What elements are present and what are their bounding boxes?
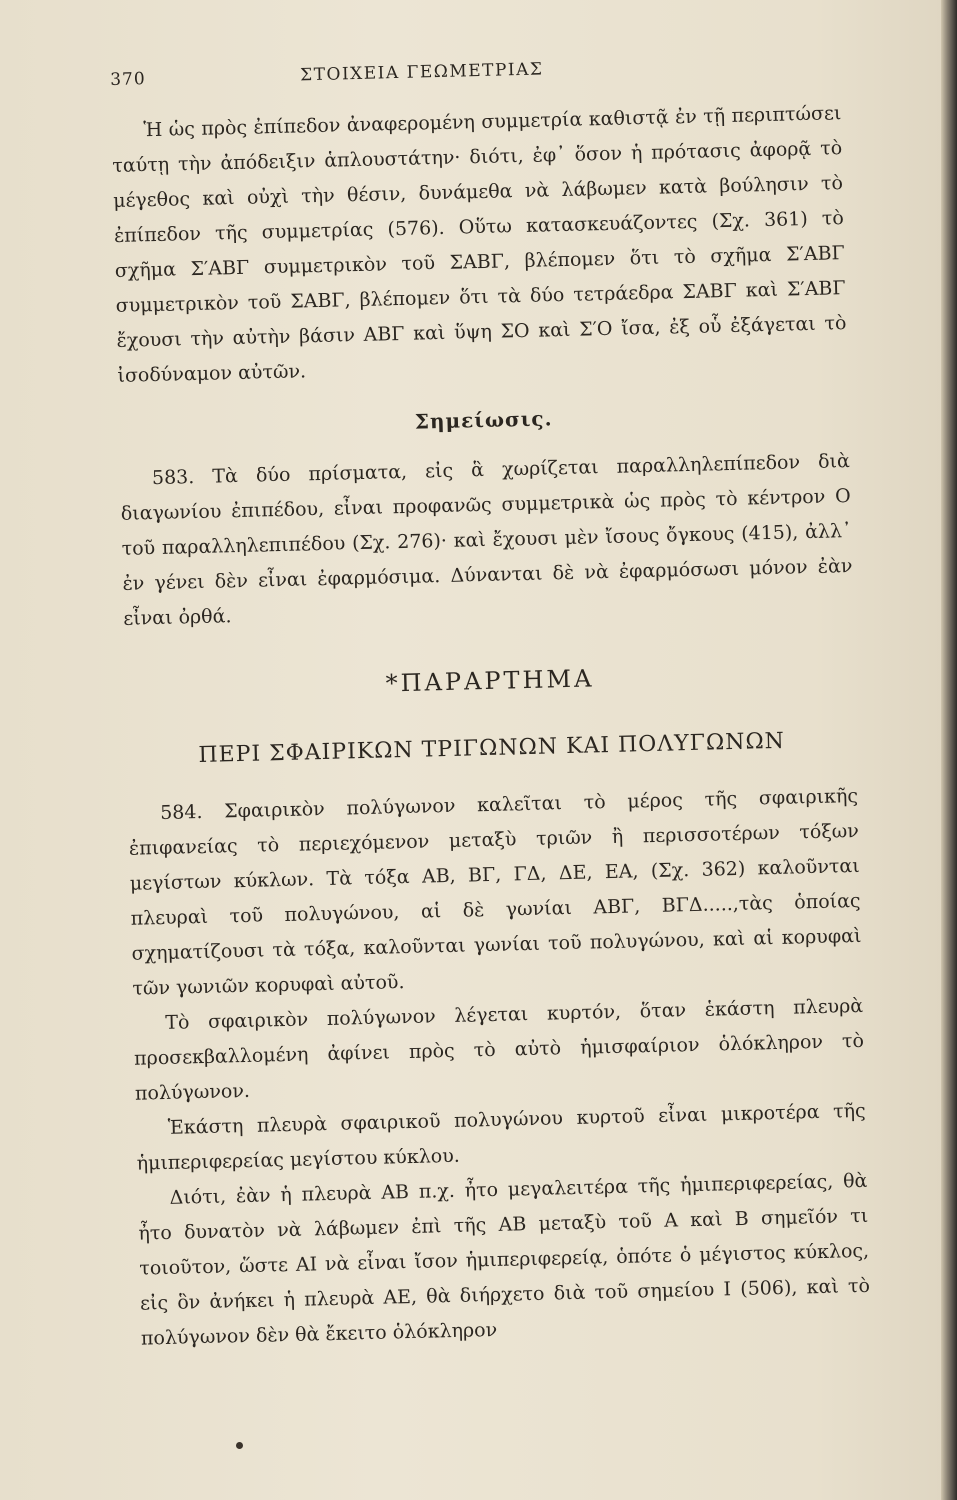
paragraph-proof: Διότι, ἐὰν ἡ πλευρὰ ΑΒ π.χ. ἦτο μεγαλειτέρα τῆς ἡμιπεριφερείας, θὰ ἦτο δυνατὸν νὰ λάβωμεν ἐπὶ τῆς ΑΒ μεταξὺ τοῦ Α καὶ Β σημεῖόν τι τοιοῦτον, ὥστε ΑΙ νὰ εἶναι ἴσον ἡμιπεριφερείᾳ, ὁπότε ὁ μέγιστος κύκλος, εἰς ὃν ἀνήκει ἡ πλευρὰ ΑΕ, θὰ διήρχετο διὰ τοῦ σημείου Ι (506), καὶ τὸ πολύγωνον δὲν θὰ ἔκειτο ὁλόκληρον bbox=[138, 1169, 871, 1350]
paragraph-convex-definition: Τὸ σφαιρικὸν πολύγωνον λέγεται κυρτόν, ὅταν ἑκάστη πλευρὰ προσεκβαλλομένη ἀφίνει πρὸς τὸ αὐτὸ ἡμισφαίριον ὁλόκληρον τὸ πολύγωνον. bbox=[133, 994, 865, 1105]
appendix-title: *ΠΑΡΑΡΤΗΜΑ bbox=[385, 664, 595, 698]
page-content bbox=[110, 52, 871, 1356]
ink-dot bbox=[236, 1442, 243, 1449]
paragraph-symmetry-proof: Ἡ ὡς πρὸς ἐπίπεδον ἀναφερομένη συμμετρία καθιστᾷ ἐν τῇ περιπτώσει ταύτῃ τὴν ἀπόδειξιν ἁπλουστάτην· διότι, ἐφ᾽ ὅσον ἡ πρότασις ἀφορᾷ τὸ μέγεθος καὶ οὐχὶ τὴν θέσιν, δυνάμεθα νὰ λάβωμεν κατὰ βούλησιν τὸ ἐπίπεδον τῆς συμμετρίας (576). Οὕτω κατασκευάζοντες (Σχ. 361) τὸ σχῆμα Σ′ΑΒΓ συμμετρικὸν τοῦ ΣΑΒΓ, βλέπομεν ὅτι τὸ σχῆμα Σ′ΑΒΓ συμμετρικὸν τοῦ ΣΑΒΓ, βλέπομεν ὅτι τὰ δύο τετράεδρα ΣΑΒΓ καὶ Σ′ΑΒΓ ἔχουσι τὴν αὐτὴν βάσιν ΑΒΓ καὶ ὕψη ΣΟ καὶ Σ′Ο ἴσα, ἐξ οὗ ἐξάγεται τὸ ἰσοδύναμον αὐτῶν. bbox=[112, 102, 847, 387]
paragraph-theorem: Ἑκάστη πλευρὰ σφαιρικοῦ πολυγώνου κυρτοῦ εἶναι μικροτέρα τῆς ἡμιπεριφερείας μεγίστου κύκλου. bbox=[136, 1099, 866, 1175]
page-edge-shadow bbox=[941, 0, 957, 1500]
note-heading: Σημείωσις. bbox=[414, 406, 553, 434]
paragraph-584: 584. Σφαιρικὸν πολύγωνον καλεῖται τὸ μέρος τῆς σφαιρικῆς ἐπιφανείας τὸ περιεχόμενον μεταξὺ τριῶν ἢ περισσοτέρων τόξων μεγίστων κύκλων. Τὰ τόξα ΑΒ, ΒΓ, ΓΔ, ΔΕ, ΕΑ, (Σχ. 362) καλοῦνται πλευραὶ τοῦ πολυγώνου, αἱ δὲ γωνίαι ΑΒΓ, ΒΓΔ.....,τὰς ὁποίας σχηματίζουσι τὰ τόξα, καλοῦνται γωνίαι τοῦ πολυγώνου, καὶ αἱ κορυφαὶ τῶν γωνιῶν κορυφαὶ αὐτοῦ. bbox=[128, 784, 862, 1000]
page-number: 370 bbox=[110, 69, 146, 90]
appendix-subtitle: ΠΕΡΙ ΣΦΑΙΡΙΚΩΝ ΤΡΙΓΩΝΩΝ ΚΑΙ ΠΟΛΥΓΩΝΩΝ bbox=[198, 728, 786, 769]
paragraph-583: 583. Τὰ δύο πρίσματα, εἰς ἃ χωρίζεται παραλληλεπίπεδον διὰ διαγωνίου ἐπιπέδου, εἶναι προφανῶς συμμετρικὰ ὡς πρὸς τὸ κέντρον Ο τοῦ παραλληλεπιπέδου (Σχ. 276)· καὶ ἔχουσι μὲν ἴσους ὄγκους (415), ἀλλ᾽ ἐν γένει δὲν εἶναι ἐφαρμόσιμα. Δύνανται δὲ νὰ ἐφαρμόσωσι μόνον ἐὰν εἶναι ὀρθά. bbox=[120, 450, 853, 630]
running-title: ΣΤΟΙΧΕΙΑ ΓΕΩΜΕΤΡΙΑΣ bbox=[299, 59, 544, 86]
